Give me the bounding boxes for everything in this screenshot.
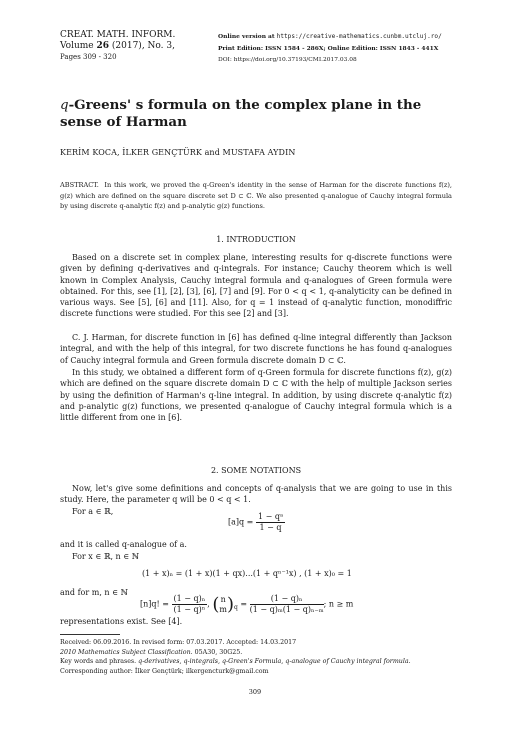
journal-header <box>60 30 175 63</box>
msc-classification: 2010 Mathematics Subject Classification. 05A30, 30G25. <box>60 648 243 656</box>
issn-info: Print Edition: ISSN 1584 - 286X; Online Edition: ISSN 1843 - 441X <box>218 45 439 52</box>
online-version: Online version at https://creative-mathematics.cunbm.utcluj.ro/ <box>218 33 442 40</box>
footnote-divider <box>60 634 120 635</box>
section-heading-notations: 2. SOME NOTATIONS <box>210 466 302 475</box>
equation-q-factorial: [n]q! = $\frac{\text{(1 − q)ₙ}}{\text{(1 − q)ⁿ}}$ , ( n m )$_q$ = $\frac{\text{(1 − q)ₙ}}{\text{(1 − q)ₘ(1 − q)ₙ₋ₘ}}$ ; n ≥ m <box>140 593 354 615</box>
q-analogue-definition: and it is called q-analogue of a. <box>60 540 187 549</box>
authors: KERİM KOCA, İLKER GENÇTÜRK and MUSTAFA AYDIN <box>60 148 296 157</box>
notations-intro: Now, let's give some definitions and concepts of q-analysis that we are going to use in this study. Here, the parameter q will be 0 < q < 1. <box>60 484 452 505</box>
intro-paragraph-2: C. J. Harman, for discrete function in [6] has defined q-line integral differently than Jackson integral, and with the help of this integral, for two discrete functions he has found q-analogues of Cauchy integral formula and Green formula discrete domain D ⊂ ℂ. <box>60 333 452 365</box>
intro-paragraph-3: In this study, we obtained a different form of q-Green formula for discrete functions f(z), g(z) which are defined on the square discrete domain D ⊂ ℂ with the help of multiple Jackson series by using the definition of Harman's q-line integral. In addition, by using discrete q-analytic f(z) and p-analytic g(z) functions, we presented q-analogue of Cauchy integral formula which is a little different from one in [6]. <box>60 368 452 423</box>
received-dates: Received: 06.09.2016. In revised form: 07.03.2017. Accepted: 14.03.2017 <box>60 639 297 646</box>
doi-link[interactable]: DOI: https://doi.org/10.37193/CMI.2017.03.08 <box>218 57 357 63</box>
for-a-line: For a ∈ ℝ, <box>72 507 114 516</box>
equation-q-pochhammer: (1 + x)ₙ = (1 + x)(1 + qx)...(1 + qⁿ⁻¹x) , (1 + x)₀ = 1 <box>142 569 352 578</box>
for-x-line: For x ∈ ℝ, n ∈ ℕ <box>72 552 140 561</box>
intro-paragraph-1: Based on a discrete set in complex plane, interesting results for q-discrete functions were given by defining q-derivatives and q-integrals. For instance; Cauchy theorem which is well known in Complex Analysis, Cauchy integral formula and q-analogues of Green formula were obtained. For this, see [1], [2], [3], [6], [7] and [9]. For 0 < q < 1, q-analyticity can be defined in various ways. See [5], [6] and [11]. Also, for q = 1 instead of q-analytic function, monodiffric discrete functions were studied. For this see [2] and [3]. <box>60 253 452 319</box>
page-number: 309 <box>248 688 262 696</box>
for-mn-line: and for m, n ∈ ℕ <box>60 588 128 597</box>
section-heading-introduction: 1. INTRODUCTION <box>216 235 296 244</box>
online-url[interactable]: https://creative-mathematics.cunbm.utcluj.ro/ <box>276 33 442 40</box>
volume-info: Volume 26 (2017), No. 3, <box>60 41 175 51</box>
representations-line: representations exist. See [4]. <box>60 617 183 626</box>
eq1-fraction: $\frac{\text{1 − qᵃ}}{1 - q}$ <box>257 512 284 532</box>
paper-title: q-Greens' s formula on the complex plane in the sense of Harman <box>60 97 422 130</box>
abstract <box>60 180 452 212</box>
abstract-text: In this work, we proved the q-Green's identity in the sense of Harman for the discrete functions f(z), g(z) which are defined on the square discrete set D ⊂ ℂ. We also presented q-analogue of Cauchy integral formula by using discrete q-analytic f(z) and p-analytic g(z) functions. <box>60 181 452 211</box>
publication-info <box>218 31 442 66</box>
footnotes <box>60 638 460 676</box>
page-range: Pages 309 - 320 <box>60 53 117 61</box>
keywords: Key words and phrases. q-derivatives, q-integrals, q-Green's Formula, q-analogue of Cauchy integral formula. <box>60 658 411 666</box>
abstract-label: ABSTRACT. <box>60 181 99 189</box>
eq1-lhs: [a]q = <box>228 517 254 527</box>
equation-q-analogue <box>228 512 285 533</box>
journal-name: CREAT. MATH. INFORM. <box>60 30 176 40</box>
corresponding-author: Corresponding author: İlker Gençtürk; ilkergencturk@gmail.com <box>60 667 269 675</box>
